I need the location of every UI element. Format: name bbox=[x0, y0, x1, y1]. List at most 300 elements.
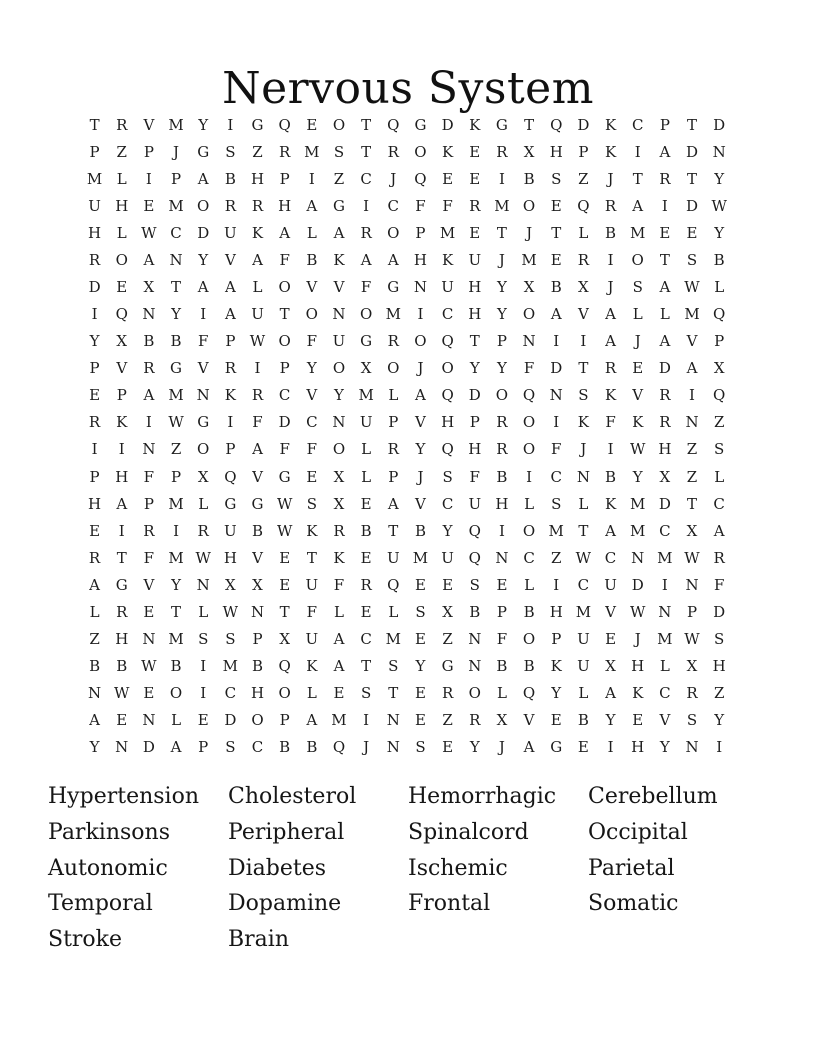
grid-letter: V bbox=[306, 278, 318, 296]
grid-row bbox=[81, 246, 733, 273]
grid-letter: A bbox=[143, 386, 155, 405]
grid-letter: Z bbox=[333, 169, 345, 188]
grid-letter: T bbox=[632, 169, 643, 188]
grid-letter: O bbox=[197, 440, 210, 459]
grid-letter: F bbox=[360, 278, 372, 296]
grid-letter: K bbox=[469, 115, 481, 134]
grid-letter: Q bbox=[468, 548, 481, 567]
grid-letter: E bbox=[414, 630, 426, 649]
grid-letter: I bbox=[689, 386, 695, 405]
grid-letter: E bbox=[632, 359, 644, 378]
grid-letter: A bbox=[116, 494, 128, 513]
grid-letter: O bbox=[305, 305, 318, 324]
grid-letter: E bbox=[659, 223, 671, 242]
grid-letter: E bbox=[143, 196, 155, 215]
grid-letter: W bbox=[249, 332, 266, 351]
grid-letter: P bbox=[143, 494, 154, 513]
grid-letter: L bbox=[578, 223, 589, 242]
grid-letter: R bbox=[360, 223, 372, 242]
grid-letter: Y bbox=[659, 738, 670, 757]
grid-letter: Y bbox=[198, 250, 209, 269]
grid-letter: Z bbox=[686, 440, 698, 459]
grid-letter: U bbox=[251, 305, 264, 324]
grid-letter: G bbox=[332, 196, 345, 215]
grid-letter: K bbox=[604, 142, 617, 161]
grid-letter: Q bbox=[414, 169, 427, 188]
grid-letter: R bbox=[686, 684, 698, 703]
grid-letter: P bbox=[89, 467, 100, 486]
grid-letter: L bbox=[714, 278, 725, 296]
grid-letter: M bbox=[385, 305, 401, 324]
grid-letter: B bbox=[224, 169, 236, 188]
grid-letter: T bbox=[279, 602, 290, 621]
grid-letter: Q bbox=[332, 738, 346, 757]
grid-row bbox=[81, 544, 733, 571]
grid-letter: O bbox=[251, 711, 264, 730]
grid-letter: P bbox=[496, 602, 507, 621]
grid-letter: M bbox=[168, 115, 184, 134]
grid-letter: V bbox=[306, 386, 318, 405]
grid-letter: R bbox=[143, 521, 155, 540]
grid-letter: L bbox=[659, 305, 670, 324]
grid-row bbox=[81, 192, 733, 219]
grid-letter: M bbox=[630, 223, 646, 242]
grid-letter: Q bbox=[278, 115, 291, 134]
grid-letter: Y bbox=[89, 332, 100, 351]
grid-letter: X bbox=[252, 575, 263, 594]
grid-letter: L bbox=[578, 684, 589, 703]
grid-letter: W bbox=[114, 684, 130, 703]
grid-letter: S bbox=[225, 142, 236, 161]
grid-letter: N bbox=[332, 413, 346, 432]
grid-letter: S bbox=[198, 630, 209, 649]
grid-letter: E bbox=[414, 711, 426, 730]
grid-letter: O bbox=[522, 413, 536, 432]
grid-letter: E bbox=[279, 575, 291, 594]
grid-letter: I bbox=[91, 305, 98, 324]
grid-letter: W bbox=[141, 657, 157, 676]
grid-letter: T bbox=[578, 521, 589, 540]
grid-letter: E bbox=[414, 575, 426, 594]
grid-letter: V bbox=[143, 115, 155, 134]
grid-letter: J bbox=[173, 142, 180, 161]
grid-letter: F bbox=[523, 359, 535, 378]
grid-letter: P bbox=[143, 142, 154, 161]
grid-letter: X bbox=[197, 467, 209, 486]
word-list-item: Temporal bbox=[48, 891, 153, 917]
grid-letter: S bbox=[333, 142, 345, 161]
grid-letter: M bbox=[168, 196, 184, 215]
grid-letter: X bbox=[333, 467, 345, 486]
grid-letter: V bbox=[686, 332, 698, 351]
grid-letter: I bbox=[553, 575, 560, 594]
grid-letter: A bbox=[659, 278, 671, 296]
grid-letter: I bbox=[498, 169, 505, 188]
grid-letter: K bbox=[577, 413, 589, 432]
word-list-item: Somatic bbox=[588, 891, 679, 917]
grid-letter: M bbox=[168, 386, 184, 405]
grid-row bbox=[81, 301, 733, 328]
grid-letter: A bbox=[197, 169, 209, 188]
grid-letter: C bbox=[550, 467, 562, 486]
grid-letter: O bbox=[332, 115, 346, 134]
grid-letter: D bbox=[142, 738, 155, 757]
grid-letter: B bbox=[469, 602, 481, 621]
grid-letter: X bbox=[686, 657, 698, 676]
grid-letter: I bbox=[363, 711, 370, 730]
grid-letter: O bbox=[522, 196, 536, 215]
grid-letter: H bbox=[115, 630, 129, 649]
grid-letter: A bbox=[252, 250, 263, 269]
grid-letter: Z bbox=[713, 413, 725, 432]
word-list bbox=[0, 779, 816, 979]
grid-letter: P bbox=[659, 115, 670, 134]
grid-letter: Y bbox=[415, 440, 426, 459]
grid-letter: N bbox=[386, 738, 400, 757]
grid-letter: P bbox=[116, 386, 127, 405]
grid-letter: A bbox=[523, 738, 535, 757]
grid-letter: H bbox=[468, 278, 482, 296]
grid-letter: I bbox=[145, 413, 152, 432]
grid-letter: V bbox=[415, 413, 426, 432]
grid-letter: R bbox=[659, 386, 671, 405]
grid-row bbox=[81, 517, 733, 544]
grid-letter: V bbox=[523, 711, 535, 730]
grid-letter: K bbox=[604, 494, 617, 513]
grid-letter: H bbox=[250, 169, 265, 188]
grid-letter: T bbox=[469, 332, 480, 351]
grid-letter: E bbox=[89, 386, 101, 405]
grid-letter: V bbox=[197, 359, 209, 378]
grid-letter: E bbox=[686, 223, 698, 242]
grid-letter: B bbox=[143, 332, 155, 351]
grid-letter: A bbox=[333, 657, 345, 676]
grid-letter: P bbox=[279, 711, 290, 730]
grid-letter: O bbox=[522, 440, 536, 459]
grid-letter: K bbox=[224, 386, 236, 405]
grid-letter: N bbox=[413, 278, 428, 296]
grid-row bbox=[81, 490, 733, 517]
grid-letter: N bbox=[549, 386, 563, 405]
grid-letter: E bbox=[143, 602, 155, 621]
grid-letter: S bbox=[686, 250, 698, 269]
grid-letter: H bbox=[115, 467, 129, 486]
grid-letter: W bbox=[684, 548, 700, 567]
grid-letter: K bbox=[116, 413, 128, 432]
grid-letter: Y bbox=[415, 657, 426, 676]
grid-letter: M bbox=[657, 630, 673, 649]
grid-letter: X bbox=[442, 602, 453, 621]
grid-letter: P bbox=[714, 332, 725, 351]
grid-letter: I bbox=[553, 413, 560, 432]
word-list-item: Ischemic bbox=[408, 855, 508, 881]
grid-letter: W bbox=[168, 413, 184, 432]
grid-letter: A bbox=[279, 223, 291, 242]
grid-letter: H bbox=[631, 657, 645, 676]
grid-letter: I bbox=[118, 440, 125, 459]
grid-letter: C bbox=[604, 548, 617, 567]
grid-letter: T bbox=[687, 494, 698, 513]
grid-row bbox=[81, 625, 733, 652]
grid-row bbox=[81, 219, 733, 246]
grid-letter: N bbox=[658, 602, 672, 621]
grid-letter: K bbox=[251, 223, 264, 242]
grid-letter: V bbox=[333, 278, 345, 296]
grid-letter: T bbox=[524, 115, 535, 134]
grid-letter: U bbox=[305, 575, 319, 594]
grid-letter: A bbox=[252, 440, 263, 459]
grid-letter: W bbox=[684, 630, 700, 649]
grid-letter: L bbox=[578, 494, 589, 513]
grid-letter: R bbox=[333, 521, 345, 540]
grid-row bbox=[81, 707, 733, 734]
grid-letter: H bbox=[223, 548, 237, 567]
grid-letter: G bbox=[278, 467, 291, 486]
grid-letter: X bbox=[360, 359, 372, 378]
grid-letter: C bbox=[306, 413, 318, 432]
grid-letter: A bbox=[550, 305, 562, 324]
grid-letter: D bbox=[224, 711, 237, 730]
grid-row bbox=[81, 409, 733, 436]
grid-letter: E bbox=[577, 738, 589, 757]
grid-letter: S bbox=[361, 684, 372, 703]
grid-letter: N bbox=[169, 250, 183, 269]
grid-letter: F bbox=[442, 196, 453, 215]
grid-letter: S bbox=[225, 738, 236, 757]
grid-letter: F bbox=[252, 413, 263, 432]
grid-letter: R bbox=[387, 332, 399, 351]
grid-letter: B bbox=[170, 332, 182, 351]
grid-letter: O bbox=[278, 684, 291, 703]
grid-letter: K bbox=[550, 657, 562, 676]
grid-letter: V bbox=[577, 305, 589, 324]
grid-letter: I bbox=[227, 115, 234, 134]
grid-letter: D bbox=[468, 386, 481, 405]
grid-letter: I bbox=[145, 169, 152, 188]
grid-letter: G bbox=[197, 142, 210, 161]
grid-letter: M bbox=[358, 386, 374, 405]
grid-letter: P bbox=[252, 630, 263, 649]
grid-letter: N bbox=[685, 738, 699, 757]
grid-letter: R bbox=[659, 169, 671, 188]
grid-letter: M bbox=[168, 630, 184, 649]
grid-letter: P bbox=[279, 169, 290, 188]
grid-letter: O bbox=[414, 142, 427, 161]
grid-letter: X bbox=[279, 630, 291, 649]
grid-row bbox=[81, 680, 733, 707]
grid-letter: M bbox=[521, 250, 537, 269]
grid-letter: R bbox=[604, 196, 617, 215]
grid-letter: Q bbox=[550, 115, 563, 134]
grid-letter: J bbox=[526, 223, 533, 242]
grid-letter: H bbox=[631, 738, 645, 757]
grid-letter: J bbox=[498, 250, 505, 269]
grid-letter: J bbox=[417, 467, 424, 486]
grid-letter: U bbox=[386, 548, 400, 567]
grid-letter: R bbox=[604, 359, 617, 378]
word-search-grid bbox=[81, 111, 733, 761]
grid-letter: I bbox=[363, 196, 370, 215]
grid-letter: I bbox=[526, 467, 533, 486]
grid-letter: E bbox=[116, 711, 128, 730]
grid-letter: Y bbox=[442, 521, 453, 540]
grid-letter: N bbox=[88, 684, 102, 703]
grid-letter: B bbox=[279, 738, 291, 757]
grid-letter: O bbox=[278, 332, 291, 351]
page-title: Nervous System bbox=[222, 63, 594, 115]
grid-letter: G bbox=[495, 115, 508, 134]
grid-letter: H bbox=[115, 196, 129, 215]
grid-row bbox=[81, 734, 733, 761]
grid-letter: A bbox=[360, 250, 372, 269]
grid-letter: C bbox=[441, 494, 454, 513]
grid-letter: B bbox=[550, 278, 562, 296]
grid-letter: M bbox=[657, 548, 673, 567]
grid-letter: C bbox=[713, 494, 725, 513]
grid-letter: L bbox=[524, 575, 535, 594]
grid-letter: J bbox=[390, 169, 397, 188]
grid-letter: I bbox=[716, 738, 723, 757]
grid-letter: J bbox=[498, 738, 505, 757]
word-list-item: Stroke bbox=[48, 927, 123, 953]
grid-letter: G bbox=[550, 738, 563, 757]
grid-letter: Y bbox=[171, 305, 181, 324]
grid-letter: R bbox=[496, 440, 508, 459]
grid-letter: T bbox=[279, 305, 290, 324]
grid-letter: U bbox=[577, 657, 590, 676]
grid-letter: Q bbox=[387, 115, 400, 134]
grid-letter: S bbox=[415, 602, 426, 621]
grid-letter: R bbox=[88, 548, 101, 567]
grid-letter: I bbox=[498, 521, 505, 540]
grid-letter: B bbox=[496, 467, 508, 486]
word-list-item: Occipital bbox=[588, 819, 688, 845]
grid-letter: P bbox=[89, 142, 100, 161]
grid-letter: M bbox=[168, 548, 184, 567]
grid-letter: E bbox=[306, 115, 318, 134]
word-list-item: Brain bbox=[228, 927, 290, 953]
grid-letter: A bbox=[170, 738, 182, 757]
word-list-item: Peripheral bbox=[228, 819, 345, 845]
grid-letter: W bbox=[575, 548, 592, 567]
grid-letter: D bbox=[278, 413, 291, 432]
grid-letter: A bbox=[686, 359, 698, 378]
grid-letter: M bbox=[684, 305, 700, 324]
grid-letter: R bbox=[469, 196, 481, 215]
grid-letter: X bbox=[116, 332, 128, 351]
grid-letter: E bbox=[333, 684, 345, 703]
grid-letter: P bbox=[89, 359, 100, 378]
grid-letter: Z bbox=[170, 440, 182, 459]
grid-letter: N bbox=[468, 657, 482, 676]
grid-letter: C bbox=[387, 196, 400, 215]
grid-letter: Y bbox=[496, 359, 507, 378]
grid-letter: W bbox=[711, 196, 727, 215]
grid-letter: R bbox=[224, 196, 236, 215]
grid-letter: R bbox=[224, 359, 236, 378]
grid-letter: Y bbox=[714, 711, 725, 730]
word-list-column bbox=[228, 779, 356, 958]
grid-letter: H bbox=[658, 440, 672, 459]
grid-letter: E bbox=[469, 223, 481, 242]
grid-letter: B bbox=[116, 657, 128, 676]
grid-letter: O bbox=[169, 684, 183, 703]
grid-letter: O bbox=[468, 684, 481, 703]
grid-letter: B bbox=[523, 657, 535, 676]
grid-letter: P bbox=[279, 359, 290, 378]
grid-letter: Y bbox=[306, 359, 317, 378]
grid-letter: A bbox=[333, 223, 345, 242]
word-list-item: Spinalcord bbox=[408, 819, 529, 845]
grid-letter: M bbox=[86, 169, 103, 188]
grid-letter: E bbox=[116, 278, 128, 296]
grid-letter: F bbox=[415, 196, 426, 215]
grid-letter: N bbox=[332, 305, 346, 324]
word-list-item: Cerebellum bbox=[588, 784, 718, 809]
grid-letter: Q bbox=[713, 386, 726, 405]
grid-letter: B bbox=[170, 657, 182, 676]
word-list-item: Diabetes bbox=[228, 855, 327, 881]
grid-letter: L bbox=[632, 305, 643, 324]
grid-letter: J bbox=[634, 332, 641, 351]
grid-letter: L bbox=[171, 711, 182, 730]
grid-letter: O bbox=[495, 386, 509, 405]
grid-letter: I bbox=[417, 305, 424, 324]
grid-letter: B bbox=[252, 657, 264, 676]
grid-letter: B bbox=[414, 521, 426, 540]
grid-letter: W bbox=[276, 521, 293, 540]
grid-letter: Q bbox=[577, 196, 590, 215]
grid-row bbox=[81, 598, 733, 625]
grid-letter: Z bbox=[551, 548, 562, 567]
grid-letter: I bbox=[227, 413, 234, 432]
grid-letter: X bbox=[496, 711, 508, 730]
grid-letter: I bbox=[200, 684, 207, 703]
grid-row bbox=[81, 273, 733, 300]
grid-letter: P bbox=[415, 223, 426, 242]
grid-letter: F bbox=[469, 467, 480, 486]
grid-letter: G bbox=[441, 657, 454, 676]
grid-letter: A bbox=[89, 711, 100, 730]
grid-letter: K bbox=[442, 250, 454, 269]
grid-letter: L bbox=[116, 223, 127, 242]
grid-letter: L bbox=[388, 602, 399, 621]
grid-letter: M bbox=[630, 521, 646, 540]
grid-letter: M bbox=[412, 548, 429, 567]
grid-letter: F bbox=[306, 602, 318, 621]
grid-letter: M bbox=[439, 223, 456, 242]
grid-letter: A bbox=[713, 521, 725, 540]
grid-letter: T bbox=[89, 115, 100, 134]
grid-letter: N bbox=[685, 413, 699, 432]
grid-letter: A bbox=[659, 142, 671, 161]
grid-letter: P bbox=[388, 413, 399, 432]
grid-letter: Z bbox=[442, 711, 453, 730]
grid-letter: U bbox=[305, 630, 319, 649]
grid-letter: F bbox=[279, 250, 290, 269]
grid-row bbox=[81, 138, 733, 165]
grid-letter: B bbox=[306, 738, 318, 757]
grid-letter: Q bbox=[522, 684, 536, 703]
grid-letter: D bbox=[88, 278, 101, 296]
grid-letter: T bbox=[171, 602, 182, 621]
grid-letter: R bbox=[116, 602, 128, 621]
grid-letter: O bbox=[522, 630, 536, 649]
grid-letter: S bbox=[388, 657, 399, 676]
grid-letter: V bbox=[143, 575, 155, 594]
grid-letter: I bbox=[553, 332, 560, 351]
grid-letter: K bbox=[632, 684, 644, 703]
